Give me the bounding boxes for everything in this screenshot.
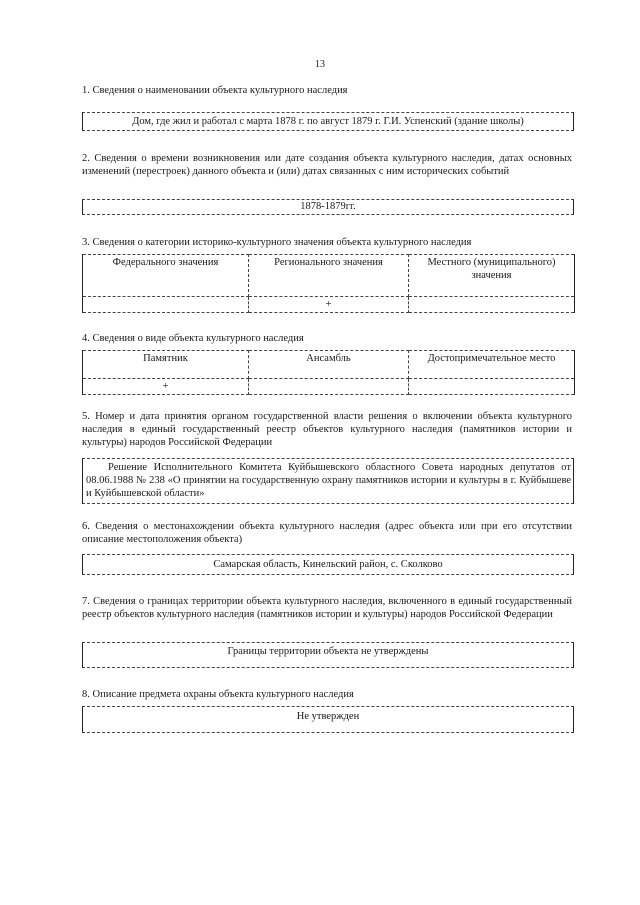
registry-decision: Решение Исполнительного Комитета Куйбышевского областного Совета народных депутатов от 08.06.1988 № 238 «О принятии на государственную охрану памятников истории и культуры в г. Куйбышеве и Куйбышевской области» — [86, 462, 571, 499]
section-7-value-box — [82, 642, 574, 668]
mark-regional: + — [249, 297, 409, 313]
section-8-value-box — [82, 706, 574, 733]
section-3-heading: 3. Сведения о категории историко-культурного значения объекта культурного наследия — [82, 237, 472, 248]
mark-landmark — [409, 379, 575, 395]
section-4-heading: 4. Сведения о виде объекта культурного наследия — [82, 333, 304, 344]
section-7-heading: 7. Сведения о границах территории объекта культурного наследия, включенного в единый государственный реестр объектов культурного наследия (памятников истории и культуры) народов Российской Федерации — [82, 596, 572, 620]
column-header-regional: Регионального значения — [249, 255, 409, 297]
section-2-value-box — [82, 199, 574, 215]
territory-boundaries: Границы территории объекта не утверждены — [227, 646, 429, 657]
object-name: Дом, где жил и работал с марта 1878 г. по август 1879 г. Г.И. Успенский (здание школы) — [132, 116, 524, 127]
protection-subject: Не утвержден — [296, 711, 360, 722]
column-header-monument: Памятник — [83, 351, 249, 379]
object-address: Самарская область, Кинельский район, с. Сколково — [213, 559, 443, 570]
page-number: 13 — [315, 59, 325, 70]
section-6-value-box — [82, 554, 574, 575]
mark-ensemble — [249, 379, 409, 395]
column-header-local: Местного (муниципального) значения — [409, 255, 575, 297]
section-8-heading: 8. Описание предмета охраны объекта культурного наследия — [82, 689, 354, 700]
creation-dates: 1878-1879гг. — [300, 201, 356, 212]
mark-monument: + — [83, 379, 249, 395]
section-2-heading: 2. Сведения о времени возникновения или дате создания объекта культурного наследия, датах основных изменений (перестроек) данного объекта и (или) датах связанных с ним исторических событий — [82, 153, 572, 177]
section-5-value-box — [82, 458, 574, 504]
section-1-heading: 1. Сведения о наименовании объекта культурного наследия — [82, 85, 348, 96]
column-header-landmark: Достопримечательное место — [409, 351, 575, 379]
section-6-heading: 6. Сведения о местонахождении объекта культурного наследия (адрес объекта или при его отсутствии описание местоположения объекта) — [82, 521, 572, 545]
mark-federal — [83, 297, 249, 313]
column-header-ensemble: Ансамбль — [249, 351, 409, 379]
object-type-table — [82, 350, 575, 395]
section-1-value-box — [82, 112, 574, 131]
significance-category-table — [82, 254, 575, 313]
column-header-federal: Федерального значения — [83, 255, 249, 297]
mark-local — [409, 297, 575, 313]
section-5-heading: 5. Номер и дата принятия органом государственной власти решения о включении объекта культурного наследия в единый государственный реестр объектов культурного наследия (памятников истории и культуры) народов Российской Федерации — [82, 411, 572, 448]
